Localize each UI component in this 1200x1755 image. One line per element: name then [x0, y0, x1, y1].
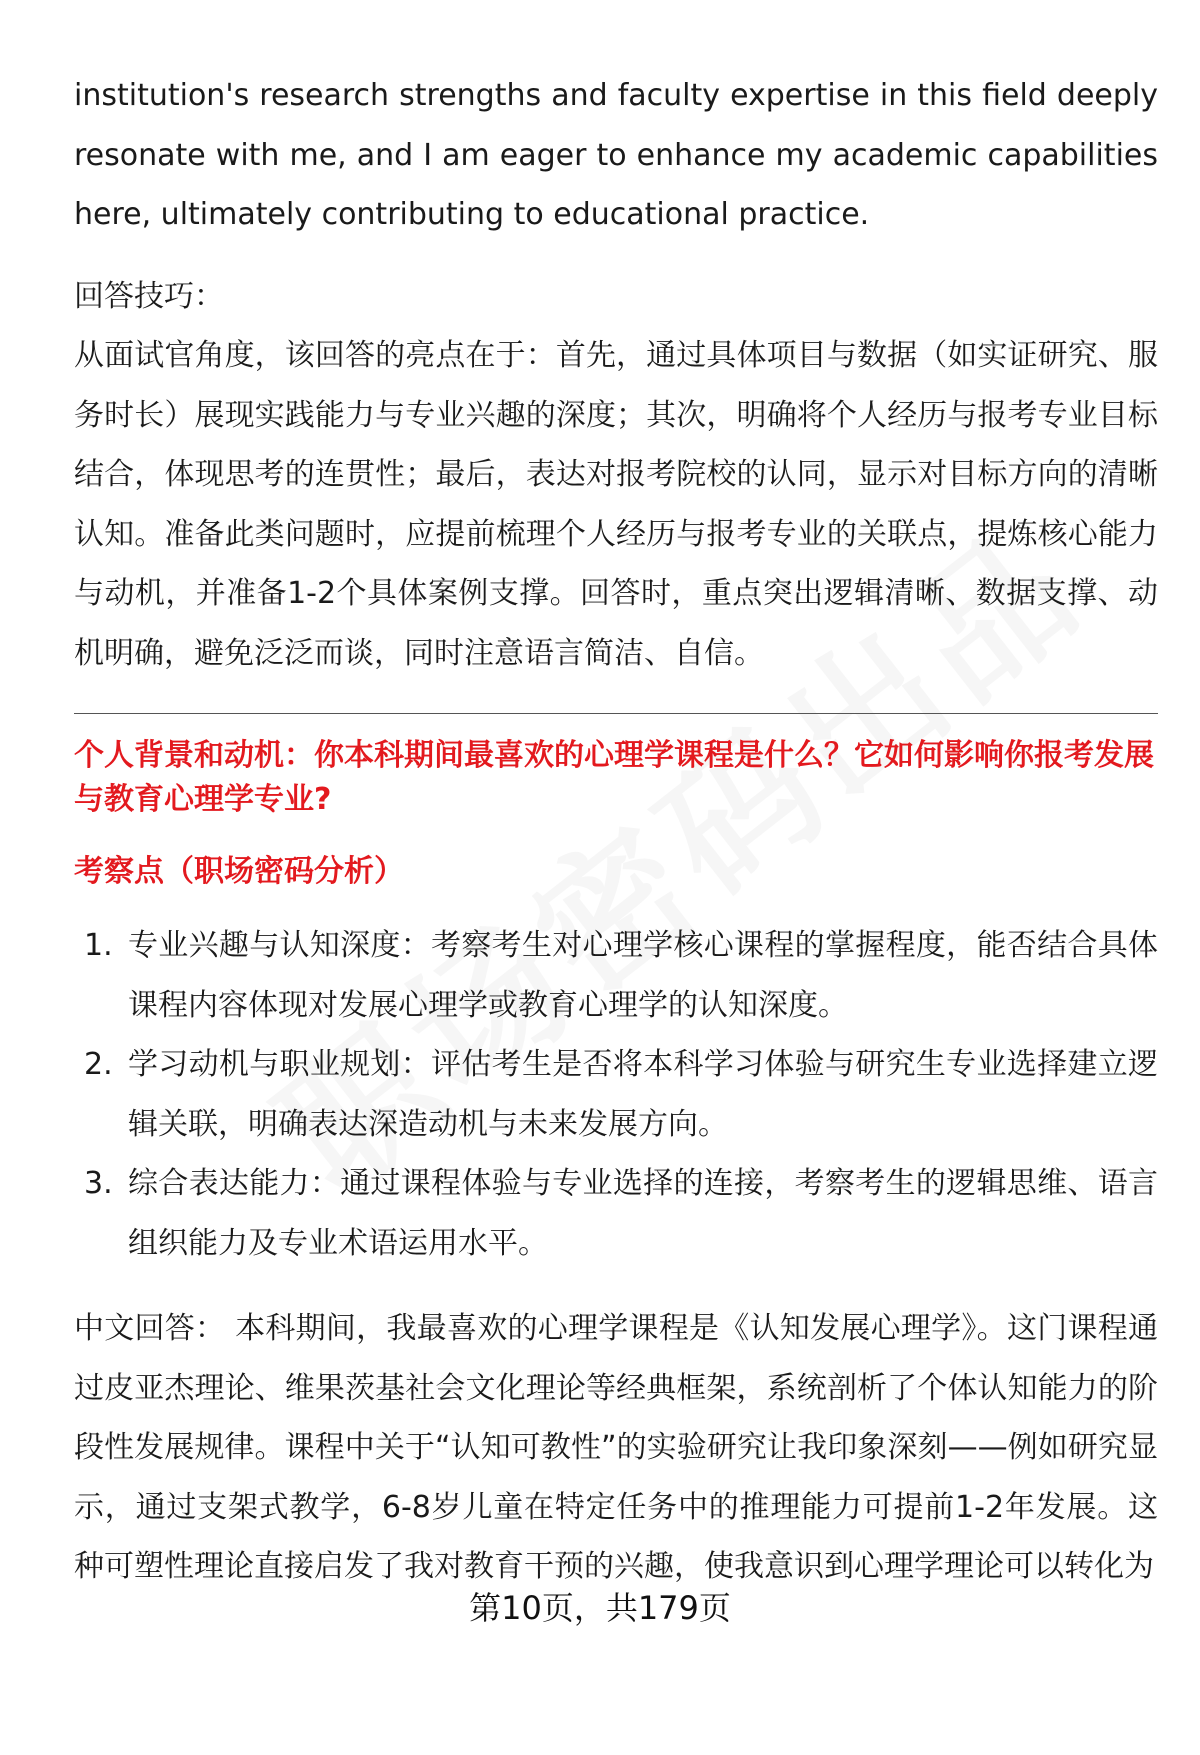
list-item-text: 专业兴趣与认知深度：考察考生对心理学核心课程的掌握程度，能否结合具体课程内容体现对发展心理学或教育心理学的认知深度。	[128, 928, 1158, 1023]
english-answer-paragraph: institution's research strengths and faculty expertise in this field deeply resonate with me, and I am eager to enhance my academic capabilities here, ultimately contributing to educational practice.	[74, 78, 1158, 232]
list-item	[74, 1035, 1158, 1154]
list-item-text: 学习动机与职业规划：评估考生是否将本科学习体验与研究生专业选择建立逻辑关联，明确表达深造动机与未来发展方向。	[128, 1047, 1158, 1142]
page-number-footer: 第10页，共179页	[469, 1589, 731, 1627]
page-content	[74, 66, 1158, 1597]
chinese-answer-paragraph: 中文回答： 本科期间，我最喜欢的心理学课程是《认知发展心理学》。这门课程通过皮亚杰理论、维果茨基社会文化理论等经典框架，系统剖析了个体认知能力的阶段性发展规律。课程中关于“认知可教性”的实验研究让我印象深刻——例如研究显示，通过支架式教学，6-8岁儿童在特定任务中的推理能力可提前1-2年发展。这种可塑性理论直接启发了我对教育干预的兴趣，使我意识到心理学理论可以转化为	[74, 1311, 1158, 1584]
list-item	[74, 916, 1158, 1035]
assessment-points-list	[74, 916, 1158, 1273]
list-item	[74, 1154, 1158, 1273]
question-heading: 个人背景和动机：你本科期间最喜欢的心理学课程是什么？它如何影响你报考发展与教育心理学专业?	[74, 738, 1154, 817]
list-item-text: 综合表达能力：通过课程体验与专业选择的连接，考察考生的逻辑思维、语言组织能力及专业术语运用水平。	[128, 1166, 1158, 1261]
answer-tips-paragraph: 从面试官角度，该回答的亮点在于：首先，通过具体项目与数据（如实证研究、服务时长）展现实践能力与专业兴趣的深度；其次，明确将个人经历与报考专业目标结合，体现思考的连贯性；最后，表达对报考院校的认同，显示对目标方向的清晰认知。准备此类问题时，应提前梳理个人经历与报考专业的关联点，提炼核心能力与动机，并准备1-2个具体案例支撑。回答时，重点突出逻辑清晰、数据支撑、动机明确，避免泛泛而谈，同时注意语言简洁、自信。	[74, 338, 1158, 671]
list-item-number: 2.	[84, 1047, 113, 1082]
list-item-number: 1.	[84, 928, 113, 963]
list-item-number: 3.	[84, 1166, 113, 1201]
assessment-points-title: 考察点（职场密码分析）	[74, 854, 404, 889]
section-divider	[74, 713, 1158, 714]
answer-tips-label: 回答技巧：	[74, 278, 224, 314]
